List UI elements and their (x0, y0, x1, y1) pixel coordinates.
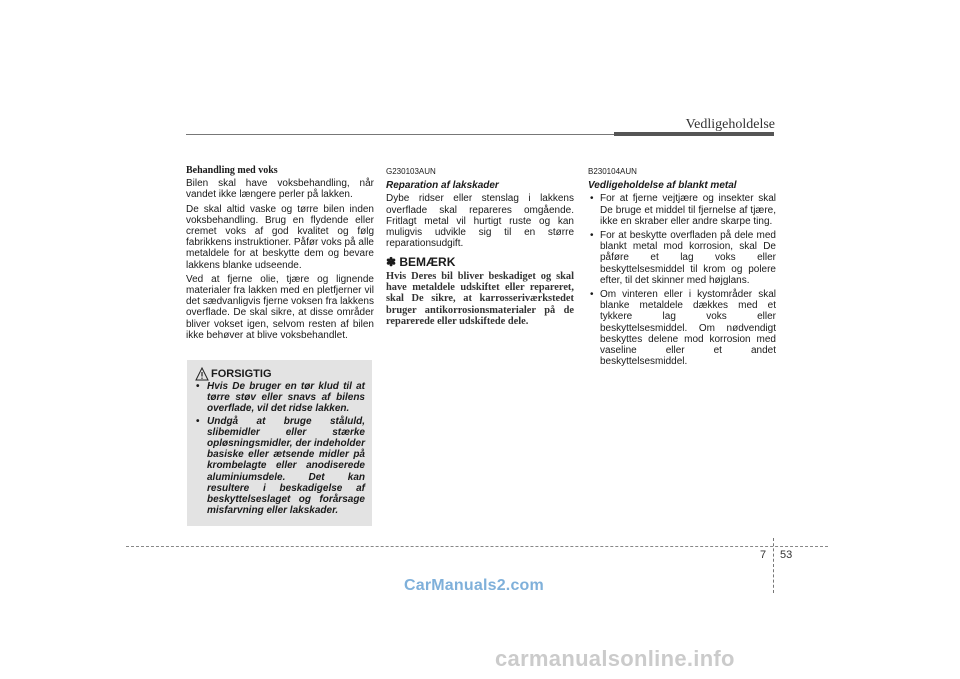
header-rule-accent (614, 132, 774, 136)
watermark-carmanuals2[interactable]: CarManuals2.com (404, 577, 544, 594)
warning-triangle-icon (195, 367, 209, 381)
column-waxing (186, 165, 374, 344)
caution-box (187, 360, 372, 526)
page-number: 53 (780, 549, 793, 561)
bright-metal-list (588, 193, 776, 367)
note-title: ✽ BEMÆRK (386, 255, 456, 270)
section-subheading-paint-repair: Reparation af lakskader (386, 180, 499, 192)
page-number-divider (773, 538, 774, 593)
section-subheading-bright-metal: Vedligeholdelse af blankt metal (588, 180, 737, 192)
section-heading-waxing: Behandling med voks (186, 165, 278, 176)
caution-title: FORSIGTIG (211, 368, 272, 380)
caution-item: • Undgå at bruge ståluld, slibemidler eller stærke opløsningsmidler, der indeholder basiske eller ætsende midler på krombelagte eller anodiserede aluminiumsdele. Det kan resultere i beskadigelse af beskyttelseslaget og forårsage misfarvning eller lakskader. (193, 416, 365, 517)
column-bright-metal (588, 165, 776, 370)
section-code: B230104AUN (588, 167, 637, 176)
header-rule (186, 134, 614, 135)
caution-item: • Hvis De bruger en tør klud til at tørre støv eller snavs af bilens overflade, vil det ridse lakken. (193, 381, 365, 415)
caution-list (193, 381, 365, 517)
paragraph: De skal altid vaske og tørre bilen inden voksbehandling. Brug en flydende eller cremet voks af god kvalitet og følg fabrikkens instruktioner. Påfør voks på alle metaldele for at beskytte dem og bevare lakkens blanke udseende. (186, 203, 374, 271)
list-item: • For at beskytte overfladen på dele med blankt metal mod korrosion, skal De påføre et lag voks eller beskyttelsesmiddel til krom og polere efter, til det skinner med højglans. (588, 230, 776, 286)
section-code: G230103AUN (386, 167, 436, 176)
note-body: Hvis Deres bil bliver beskadiget og skal have metaldele udskiftet eller repareret, skal De sikre, at karrosseriværkstedet bruger antikorrosionsmaterialer på de reparerede eller udskiftede dele. (386, 270, 574, 327)
page-header-title: Vedligeholdelse (685, 117, 775, 132)
chapter-number: 7 (760, 549, 767, 561)
footer-divider (126, 546, 828, 547)
list-item: • For at fjerne vejtjære og insekter skal De bruge et middel til fjernelse af tjære, ikke en skraber eller andre skarpe ting. (588, 193, 776, 227)
paragraph: Bilen skal have voksbehandling, når vandet ikke længere perler på lakken. (186, 178, 374, 201)
paragraph: Dybe ridser eller stenslag i lakkens overflade skal repareres omgående. Fritlagt metal vil hurtigt ruste og kan muligvis udvikle sig til en større reparationsudgift. (386, 193, 574, 250)
column-paint-repair (386, 165, 574, 327)
watermark-carmanualsonline[interactable]: carmanualsonline.info (495, 646, 735, 671)
list-item: • Om vinteren eller i kystområder skal blanke metaldele dækkes med et tykkere lag voks eller beskyttelsesmiddel. Om nødvendigt beskyttes delene mod korrosion med vaseline eller et andet beskyttelsesmiddel. (588, 289, 776, 367)
paragraph: Ved at fjerne olie, tjære og lignende materialer fra lakken med en pletfjerner vil det sædvanligvis fjerne voksen fra lakkens overflade. De skal sikre, at disse områder bliver vokset igen, selvom resten af bilen ikke behøver at blive voksbehandlet. (186, 273, 374, 341)
